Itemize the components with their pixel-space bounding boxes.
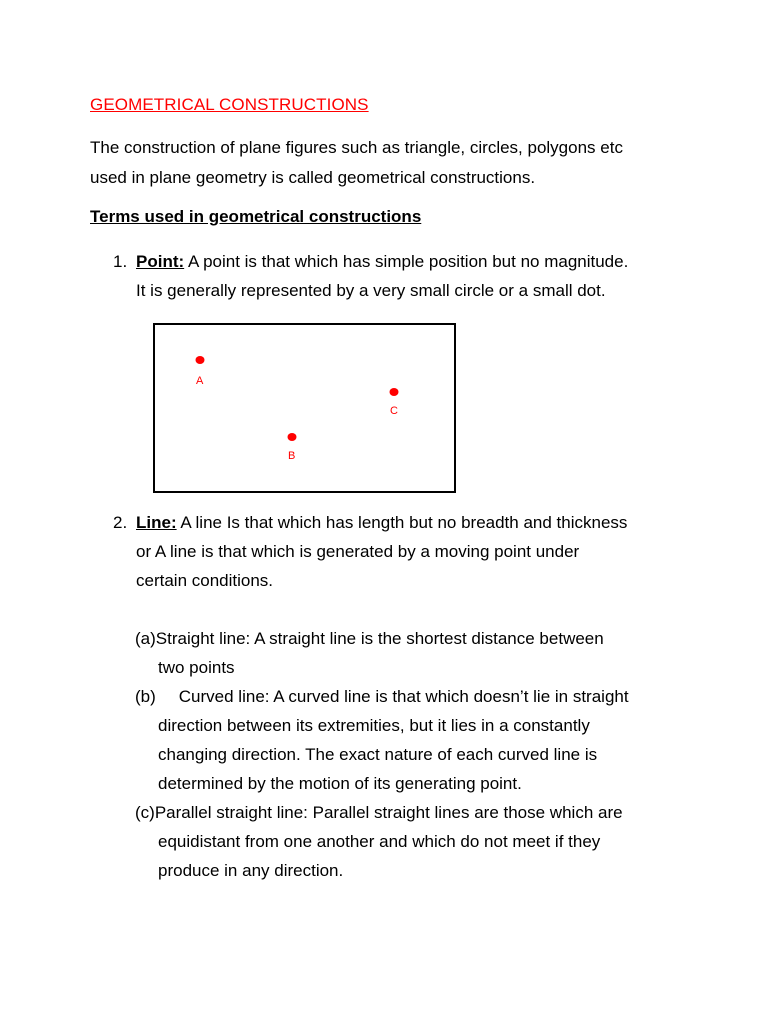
- point-b-dot: [288, 433, 297, 441]
- points-diagram: [155, 325, 454, 491]
- document-title: GEOMETRICAL CONSTRUCTIONS: [90, 95, 369, 114]
- point-a-dot: [196, 356, 205, 364]
- point-c-dot: [390, 388, 399, 396]
- term-point: Point:: [136, 252, 185, 271]
- point-a-label: A: [196, 375, 204, 387]
- line-description-2: or A line is that which is generated by a moving point under: [136, 542, 580, 561]
- list-number: 2.: [113, 513, 128, 532]
- term-line: Line:: [136, 513, 177, 532]
- point-b-label: B: [288, 450, 296, 462]
- list-item-line: [136, 247, 628, 276]
- list-item-line: [136, 508, 627, 537]
- line-definition: A line Is that which has length but no breadth and thickness: [176, 513, 628, 532]
- subitem-straight-line: [135, 624, 604, 682]
- list-number: 1.: [113, 252, 128, 271]
- subitem-text: Parallel straight line: Parallel straight lines are those which are: [154, 803, 623, 822]
- intro-paragraph: [90, 133, 710, 193]
- point-c-label: C: [390, 405, 398, 417]
- section-heading: Terms used in geometrical constructions: [90, 207, 422, 226]
- subitem-text: two points: [158, 658, 235, 677]
- list-item-body: [136, 508, 627, 595]
- subitem-text: Curved line: A curved line is that which doesn’t lie in straight: [178, 687, 629, 706]
- intro-line-2: used in plane geometry is called geometrical constructions.: [90, 168, 536, 187]
- subitem-marker: (b): [135, 687, 156, 706]
- subitem-curved-line: [135, 682, 629, 798]
- list-item-body: [136, 247, 628, 305]
- subitem-text: changing direction. The exact nature of each curved line is: [158, 745, 598, 764]
- subitem-text: determined by the motion of its generating point.: [158, 774, 522, 793]
- subitem-marker: (c): [135, 803, 155, 822]
- point-description: It is generally represented by a very small circle or a small dot.: [136, 281, 606, 300]
- intro-line-1: The construction of plane figures such as triangle, circles, polygons etc: [90, 138, 623, 157]
- subitem-text: equidistant from one another and which do not meet if they: [158, 832, 601, 851]
- subitem-text: Straight line: A straight line is the shortest distance between: [155, 629, 604, 648]
- points-figure: [153, 323, 456, 493]
- subitem-text: direction between its extremities, but it lies in a constantly: [158, 716, 590, 735]
- subitem-parallel-line: [135, 798, 623, 885]
- line-description-3: certain conditions.: [136, 571, 274, 590]
- point-definition: A point is that which has simple position but no magnitude.: [184, 252, 629, 271]
- subitem-marker: (a): [135, 629, 156, 648]
- subitem-text: produce in any direction.: [158, 861, 344, 880]
